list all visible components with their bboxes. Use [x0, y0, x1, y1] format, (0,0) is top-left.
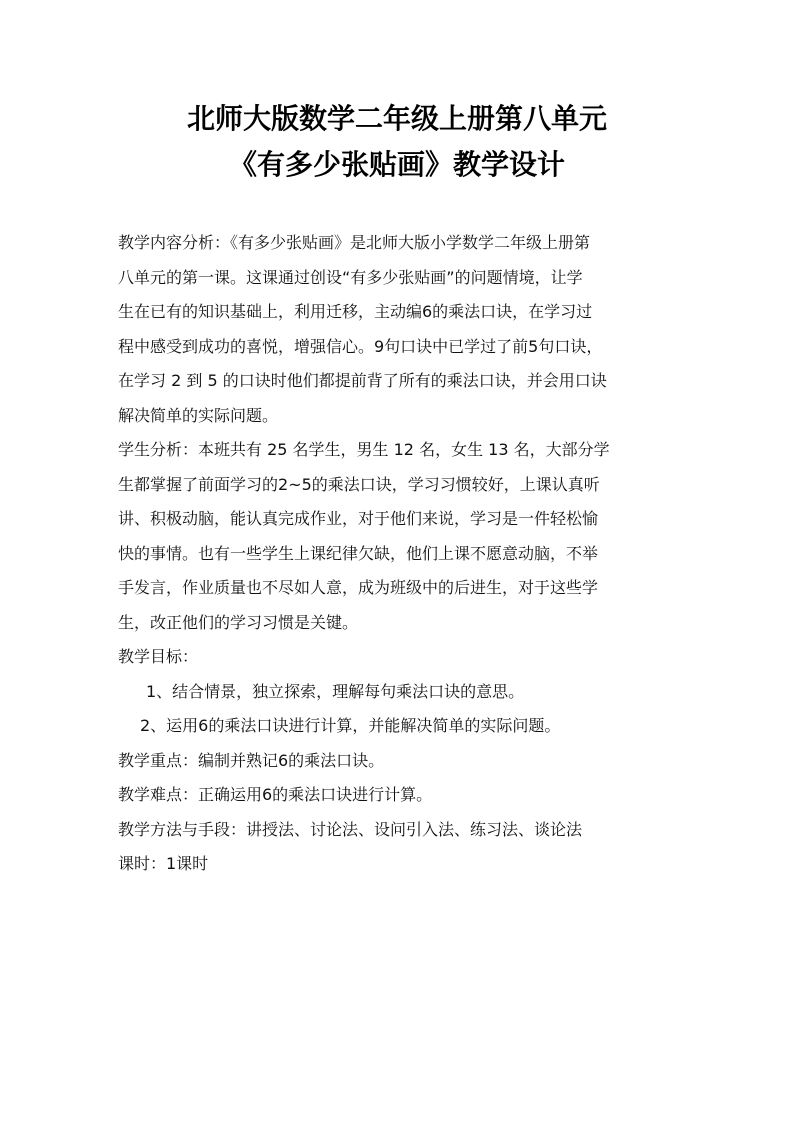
class-hours: 课时：1课时: [118, 854, 209, 873]
content-analysis-line: 解决简单的实际问题。: [118, 405, 279, 425]
content-analysis-paragraph: [118, 226, 690, 433]
title-line-2: 《有多少张贴画》教学设计: [228, 148, 565, 181]
student-analysis-paragraph: [118, 433, 690, 640]
student-analysis-line: 生都掌握了前面学习的2~5的乘法口诀，学习习惯较好，上课认真听: [118, 474, 600, 494]
content-analysis-line: 教学内容分析：《有多少张贴画》是北师大版小学数学二年级上册第: [118, 233, 591, 252]
objectives-heading: 教学目标：: [118, 647, 199, 666]
content-analysis-line: 在学习 2 到 5 的口诀时他们都提前背了所有的乘法口诀，并会用口诀: [118, 371, 607, 390]
content-analysis-line: 八单元的第一课。这课通过创设“有多少张贴画”的问题情境，让学: [118, 267, 583, 287]
objectives-section: [118, 640, 690, 744]
student-analysis-line: 生，改正他们的学习习惯是关键。: [118, 612, 359, 632]
content-analysis-line: 生在已有的知识基础上，利用迁移，主动编6的乘法口诀，在学习过: [118, 302, 593, 321]
objective-item: 1、结合情景，独立探索，理解每句乘法口诀的意思。: [146, 681, 525, 701]
title-line-1: 北师大版数学二年级上册第八单元: [186, 102, 607, 135]
document-body: [118, 226, 690, 882]
objective-item: 2、运用6的乘法口诀进行计算，并能解决简单的实际问题。: [140, 716, 561, 735]
student-analysis-line: 学生分析：本班共有 25 名学生，男生 12 名，女生 13 名，大部分学: [118, 440, 610, 459]
student-analysis-line: 手发言，作业质量也不尽如人意，成为班级中的后进生，对于这些学: [118, 578, 599, 597]
document-title: [0, 96, 794, 188]
key-point: 教学重点：编制并熟记6的乘法口诀。: [118, 750, 385, 770]
student-analysis-line: 快的事情。也有一些学生上课纪律欠缺，他们上课不愿意动脑，不举: [118, 543, 599, 563]
difficulty: 教学难点：正确运用6的乘法口诀进行计算。: [118, 785, 433, 804]
teaching-methods: 教学方法与手段：讲授法、讨论法、设问引入法、练习法、谈论法: [118, 819, 583, 839]
student-analysis-line: 讲、积极动脑，能认真完成作业，对于他们来说，学习是一件轻松愉: [118, 509, 599, 528]
content-analysis-line: 程中感受到成功的喜悦，增强信心。9句口诀中已学过了前5句口诀，: [118, 336, 603, 356]
